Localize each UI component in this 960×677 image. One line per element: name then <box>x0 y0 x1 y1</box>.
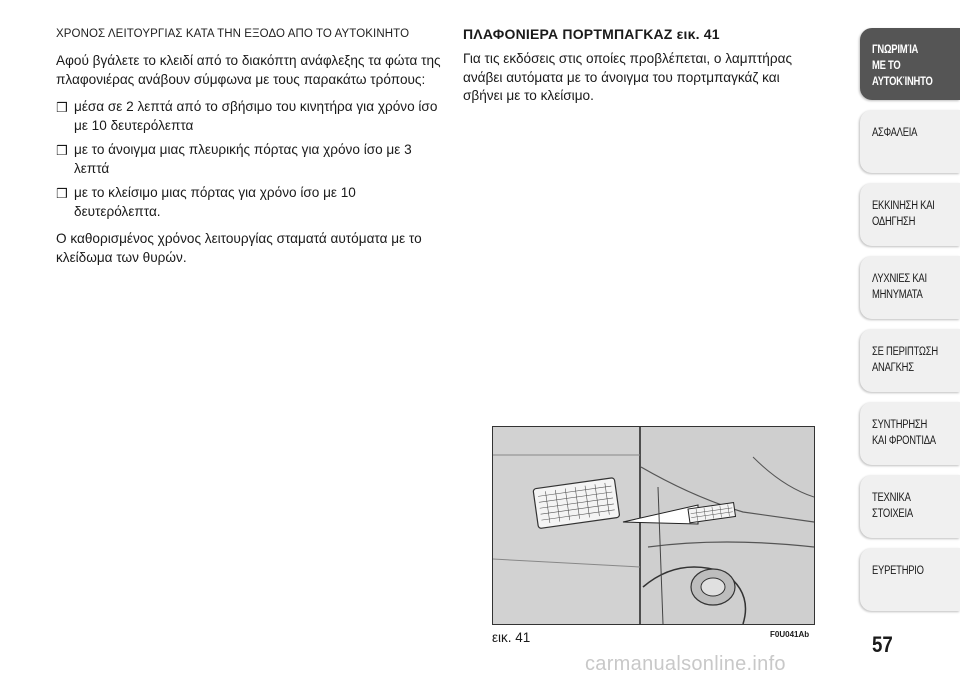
tab-technical-data[interactable]: ΤΕΧΝΙΚΑ ΣΤΟΙΧΕΙΑ <box>860 475 960 538</box>
tab-index[interactable]: ΕΥΡΕΤΗΡΙΟ <box>860 548 960 611</box>
page-number: 57 <box>872 632 893 657</box>
right-column <box>463 26 823 115</box>
chapter-sidebar <box>860 28 960 621</box>
intro-paragraph: Αφού βγάλετε το κλειδί από το διακόπτη ανάφλεξης τα φώτα της πλαφονιέρας ανάβουν σύμφωνα με τους παρακάτω τρόπους: <box>56 53 441 87</box>
tab-emergency[interactable]: ΣΕ ΠΕΡΙΠΤΩΣΗ ΑΝΑΓΚΗΣ <box>860 329 960 392</box>
trunk-interior-drawing <box>493 427 814 624</box>
checkbox-bullet-icon: ❒ <box>56 143 68 158</box>
tab-maintenance[interactable]: ΣΥΝΤΗΡΗΣΗ ΚΑΙ ΦΡΟΝΤΙΔΑ <box>860 402 960 465</box>
closing-paragraph: Ο καθορισμένος χρόνος λειτουργίας σταματά αυτόματα με το κλείδωμα των θυρών. <box>56 231 422 265</box>
figure-code: F0U041Ab <box>770 630 810 639</box>
conditions-list <box>56 98 446 221</box>
list-item: ❒ με το άνοιγμα μιας πλευρικής πόρτας για χρόνο ίσο με 3 λεπτά <box>56 142 412 176</box>
section-heading-trunk-light: ΠΛΑΦΟΝΙΕΡΑ ΠΟΡΤΜΠΑΓΚΑΖ εικ. 41 <box>463 26 720 42</box>
figure-trunk-light-illustration <box>492 426 815 625</box>
tab-safety[interactable]: ΑΣΦΑΛΕΙΑ <box>860 110 960 173</box>
figure-caption: εικ. 41 <box>492 630 531 645</box>
checkbox-bullet-icon: ❒ <box>56 186 68 201</box>
left-column <box>56 26 446 276</box>
checkbox-bullet-icon: ❒ <box>56 100 68 115</box>
tab-lights-messages[interactable]: ΛΥΧΝΙΕΣ ΚΑΙ ΜΗΝΥΜΑΤΑ <box>860 256 960 319</box>
trunk-light-paragraph: Για τις εκδόσεις στις οποίες προβλέπεται, ο λαμπτήρας ανάβει αυτόματα με το άνοιγμα του πορτμπαγκάζ και σβήνει με το κλείσιμο. <box>463 51 792 103</box>
tab-starting-driving[interactable]: ΕΚΚΙΝΗΣΗ ΚΑΙ ΟΔΗΓΗΣΗ <box>860 183 960 246</box>
list-item: ❒ μέσα σε 2 λεπτά από το σβήσιμο του κινητήρα για χρόνο ίσο με 10 δευτερόλεπτα <box>56 99 438 133</box>
tab-getting-to-know[interactable]: ΓΝΩΡΙΜΊΑ ΜΕ ΤΟ ΑΥΤΟΚΊΝΗΤΟ <box>860 28 960 100</box>
section-heading-exit-time: ΧΡΟΝΟΣ ΛΕΙΤΟΥΡΓΙΑΣ ΚΑΤΑ ΤΗΝ ΕΞΟΔΟ ΑΠΟ ΤΟ ΑΥΤΟΚΙΝΗΤΟ <box>56 28 410 40</box>
watermark-text: carmanualsonline.info <box>585 653 786 675</box>
list-item: ❒ με το κλείσιμο μιας πόρτας για χρόνο ίσο με 10 δευτερόλεπτα. <box>56 185 356 219</box>
